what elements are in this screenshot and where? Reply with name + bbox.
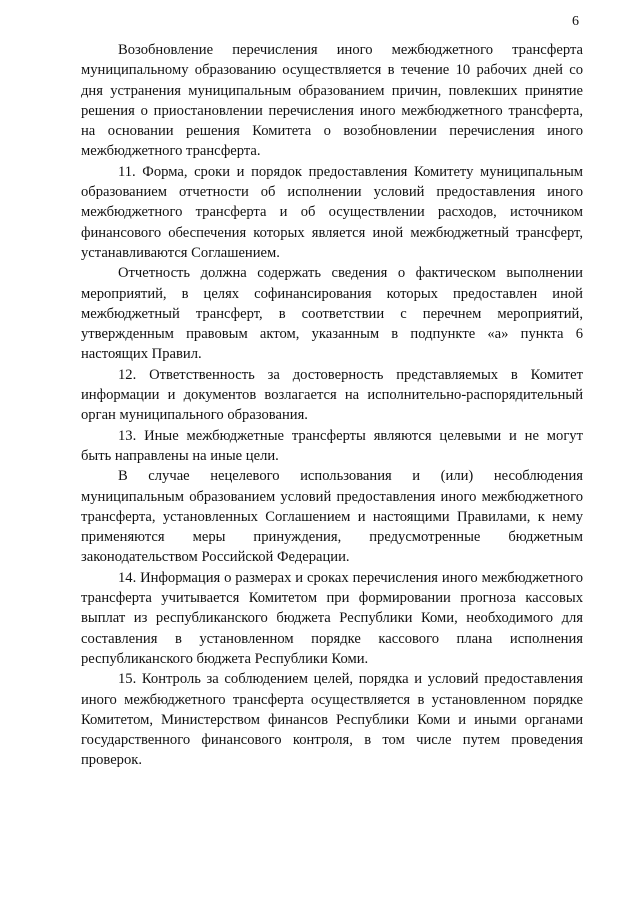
paragraph-15-control: 15. Контроль за соблюдением целей, порядка и условий предоставления иного межбюджетного трансферта осуществляется в установленном порядке Комитетом, Министерством финансов Республики Коми и иными органами государственного финансового контроля, в том числе путем проведения проверок. xyxy=(81,671,583,769)
paragraph-11-reporting: 11. Форма, сроки и порядок предоставления Комитету муниципальным образованием отчетности об исполнении условий предоставления иного межбюджетного трансферта и об осуществлении расходов, источником финансового обеспечения которых является иной межбюджетный трансферт, устанавливаются Соглашением. xyxy=(81,163,583,261)
paragraph-misuse: В случае нецелевого использования и (или) несоблюдения муниципальным образованием условий предоставления иного межбюджетного трансферта, установленных Соглашением и настоящими Правилами, к нему применяются меры принуждения, предусмотренные бюджетным законодательством Российской Федерации. xyxy=(81,468,583,566)
paragraph-resumption: Возобновление перечисления иного межбюджетного трансферта муниципальному образованию осуществляется в течение 10 рабочих дней со дня устранения муниципальным образованием причин, повлекших принятие решения о приостановлении перечисления иного межбюджетного трансферта, на основании решения Комитета о возобновлении перечисления иного межбюджетного трансферта. xyxy=(81,42,583,160)
page-number: 6 xyxy=(572,14,579,29)
paragraph-12-responsibility: 12. Ответственность за достоверность представляемых в Комитет информации и документов возлагается на исполнительно-распорядительный орган муниципального образования. xyxy=(81,366,583,424)
paragraph-14-forecast: 14. Информация о размерах и сроках перечисления иного межбюджетного трансферта учитывается Комитетом при формировании прогноза кассовых выплат из республиканского бюджета Республики Коми, необходимого для составления в установленном порядке кассового плана исполнения республиканского бюджета Республики Коми. xyxy=(81,569,583,667)
paragraph-report-content: Отчетность должна содержать сведения о фактическом выполнении мероприятий, в целях софинансирования которых предоставлен иной межбюджетный трансферт, в соответствии с перечнем мероприятий, утвержденным правовым актом, указанным в подпункте «а» пункта 6 настоящих Правил. xyxy=(81,265,583,363)
document-body xyxy=(81,40,583,771)
paragraph-13-targeted: 13. Иные межбюджетные трансферты являются целевыми и не могут быть направлены на иные цели. xyxy=(81,427,583,464)
